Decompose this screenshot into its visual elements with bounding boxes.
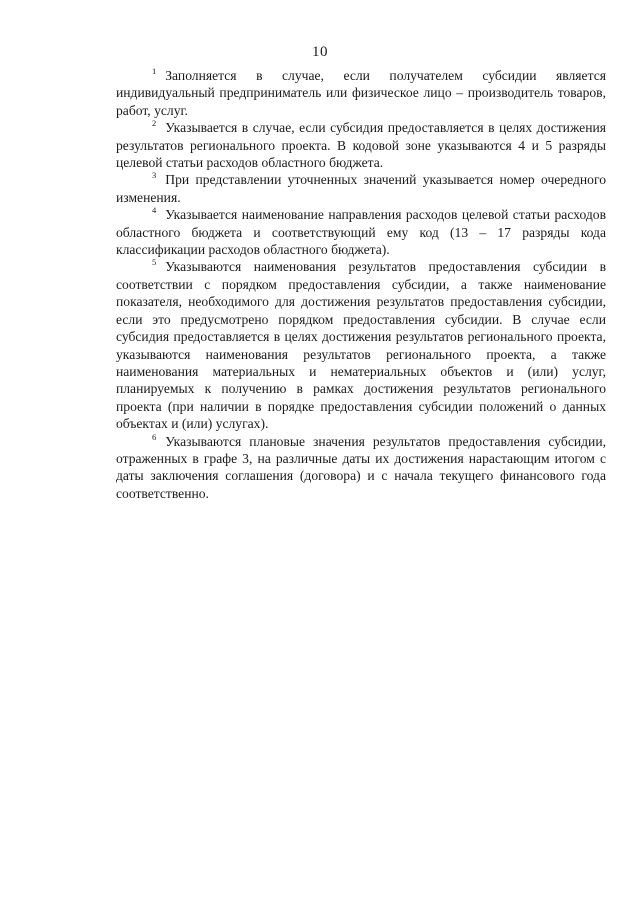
footnote-text: Указывается наименование направления расходов целевой статьи расходов областного бюджета и соответствующий ему код (13 – 17 разряды кода классификации расходов областного бюджета). bbox=[116, 207, 606, 258]
page-number: 10 bbox=[312, 44, 328, 60]
footnote-2 bbox=[116, 119, 606, 171]
footnote-1 bbox=[116, 67, 606, 119]
footnote-marker: 3 bbox=[152, 170, 157, 181]
footnote-marker: 2 bbox=[152, 118, 157, 129]
footnote-text: Указывается в случае, если субсидия предоставляется в целях достижения результатов регионального проекта. В кодовой зоне указываются 4 и 5 разряды целевой статьи расходов областного бюджета. bbox=[116, 120, 606, 171]
footnote-text: Указываются наименования результатов предоставления субсидии в соответствии с порядком предоставления субсидии, а также наименование показателя, необходимого для достижения результатов предоставления субсидии, если это предусмотрено порядком предоставления субсидии. В случае если субсидия предоставляется в целях достижения результатов регионального проекта, указываются наименования результатов регионального проекта, а также наименования материальных и нематериальных объектов и (или) услуг, планируемых к получению в рамках достижения результатов регионального проекта (при наличии в порядке предоставления субсидии положений о данных объектах и (или) услугах). bbox=[116, 259, 606, 432]
footnote-5 bbox=[116, 258, 606, 432]
footnote-marker: 5 bbox=[152, 257, 157, 268]
footnote-text: Указываются плановые значения результатов предоставления субсидии, отраженных в графе 3, на различные даты их достижения нарастающим итогом с даты заключения соглашения (договора) и с начала текущего финансового года соответственно. bbox=[116, 433, 606, 501]
footnote-6 bbox=[116, 433, 606, 503]
footnote-text: Заполняется в случае, если получателем субсидии является индивидуальный предприниматель или физическое лицо – производитель товаров, работ, услуг. bbox=[116, 68, 606, 118]
footnote-marker: 4 bbox=[152, 205, 157, 216]
footnotes-list bbox=[116, 67, 606, 502]
footnote-3 bbox=[116, 171, 606, 206]
footnote-text: При представлении уточненных значений указывается номер очередного изменения. bbox=[116, 172, 606, 205]
footnote-marker: 6 bbox=[152, 431, 157, 442]
footnote-marker: 1 bbox=[152, 66, 157, 76]
footnote-4 bbox=[116, 206, 606, 258]
